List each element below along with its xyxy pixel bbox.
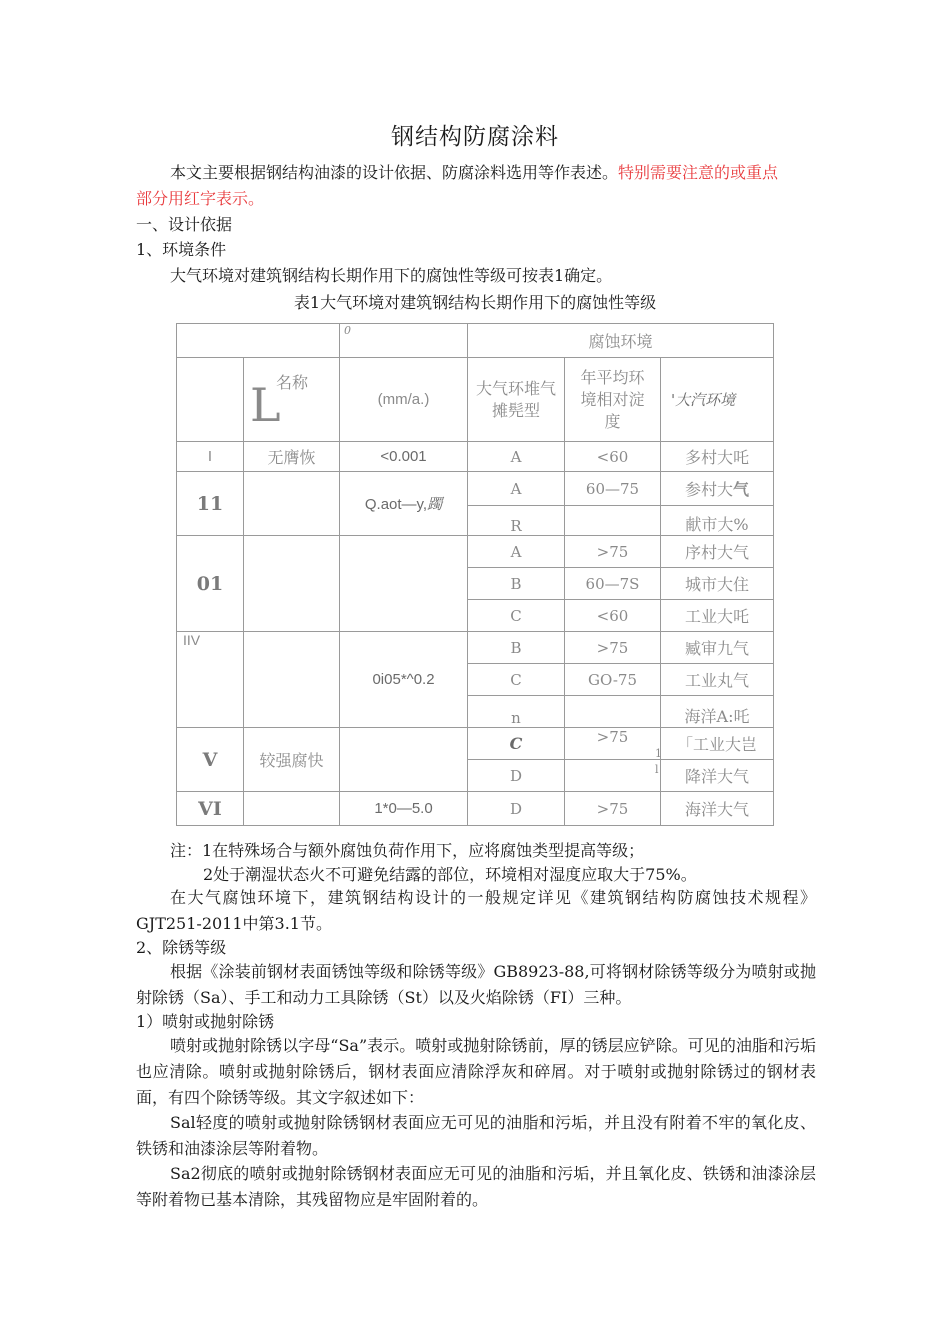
table-header-grade xyxy=(177,358,244,442)
type-cell: B xyxy=(468,632,565,664)
table-stray-mark: 1 xyxy=(655,747,662,760)
page-title: 钢结构防腐涂料 xyxy=(391,124,559,150)
rate-cell xyxy=(340,728,468,792)
table-header-atm-env: '大汽环境 xyxy=(661,358,774,442)
name-cell xyxy=(244,792,340,826)
env-cell xyxy=(661,472,774,506)
paragraph-rust-grade: 根据《涂装前钢材表面锈蚀等级和除锈等级》GB8923-88,可将钢材除锈等级分为喷射或抛射除锈（Sa）、手工和动力工具除锈（St）以及火焰除锈（FI）三种。 xyxy=(136,962,816,1007)
table-header-l-mark: L xyxy=(250,378,281,432)
type-cell: B xyxy=(468,568,565,600)
humidity-cell: <60 xyxy=(565,600,661,632)
grade-cell: VI xyxy=(177,792,244,826)
table-header-name-label: 名称 xyxy=(276,373,309,392)
rate-cell: <0.001 xyxy=(340,442,468,472)
type-cell: C xyxy=(468,728,565,760)
paragraph-sa2: Sa2彻底的喷射或抛射除锈钢材表面应无可见的油脂和污垢，并且氧化皮、铁锈和油漆涂层等附着物已基本清除，其残留物应是牢固附着的。 xyxy=(136,1164,816,1209)
env-cell: 献市大% xyxy=(661,506,774,536)
humidity-cell: <60 xyxy=(565,442,661,472)
env-cell: 降洋大气 xyxy=(661,760,774,792)
table-header-atm-type: 大气环堆气摊髡型 xyxy=(468,358,565,442)
name-cell xyxy=(244,632,340,728)
env-text: 参村大 xyxy=(684,480,733,499)
section-heading-design: 一、设计依据 xyxy=(136,215,233,234)
humidity-cell: >75 xyxy=(565,728,661,760)
humidity-cell xyxy=(565,696,661,728)
table-caption: 表1大气环境对建筑钢结构长期作用下的腐蚀性等级 xyxy=(293,293,657,312)
type-cell: D xyxy=(468,760,565,792)
humidity-cell: >75 xyxy=(565,792,661,826)
type-cell: n xyxy=(468,696,565,728)
table-header-environment: 腐蚀环境 xyxy=(468,324,774,358)
grade-cell: I xyxy=(177,442,244,472)
environment-text: 大气环境对建筑钢结构长期作用下的腐蚀性等级可按表1确定。 xyxy=(170,266,613,285)
table-header-name xyxy=(244,358,340,442)
env-cell: 工业丸气 xyxy=(661,664,774,696)
humidity-cell: 60—75 xyxy=(565,472,661,506)
paragraph-blast: 喷射或抛射除锈以字母“Sa”表示。喷射或抛射除锈前，厚的锈层应铲除。可见的油脂和污垢也应清除。喷射或抛射除锈后，钢材表面应清除浮灰和碎屑。对于喷射或抛射除锈过的钢材表面，有四个除锈等级。其文字叙述如下： xyxy=(136,1036,816,1107)
rate-cell xyxy=(340,472,468,536)
humidity-cell: 60—7S xyxy=(565,568,661,600)
env-cell: 工业大吒 xyxy=(661,600,774,632)
intro-line-1 xyxy=(170,162,778,184)
rate-cell xyxy=(340,536,468,632)
env-cell: 臧审九气 xyxy=(661,632,774,664)
paragraph-sa1: Sal轻度的喷射或抛射除锈钢材表面应无可见的油脂和污垢，并且没有附着不牢的氧化皮、铁锈和油漆涂层等附着物。 xyxy=(136,1113,816,1158)
table-stray-mark-2: l xyxy=(655,763,659,776)
subheading-blast: 1）喷射或抛射除锈 xyxy=(136,1012,275,1031)
table-header-humidity: 年平均环境相对淀度 xyxy=(565,358,661,442)
env-cell: 海洋A:吒 xyxy=(661,696,774,728)
paragraph-rule: 在大气腐蚀环境下，建筑钢结构设计的一般规定详见《建筑钢结构防腐蚀技术规程》GJT251-2011中第3.1节。 xyxy=(136,888,816,933)
table-header-blank xyxy=(177,324,340,358)
rate-cell: 0i05*^0.2 xyxy=(340,632,468,728)
type-cell: C xyxy=(468,664,565,696)
name-cell: 无膺恢 xyxy=(244,442,340,472)
name-cell xyxy=(244,472,340,536)
intro-line-2: 部分用红字表示。 xyxy=(136,189,265,208)
grade-cell: 11 xyxy=(177,472,244,536)
intro-text: 本文主要根据钢结构油漆的设计依据、防腐涂料选用等作表述。 xyxy=(170,163,619,182)
name-cell xyxy=(244,536,340,632)
humidity-cell: >75 xyxy=(565,536,661,568)
name-cell: 较强腐快 xyxy=(244,728,340,792)
env-cell: 序村大气 xyxy=(661,536,774,568)
section-heading-rust-grade: 2、除锈等级 xyxy=(136,938,227,957)
env-text-bold: 气 xyxy=(733,480,750,499)
humidity-cell: >75 xyxy=(565,632,661,664)
rate-text-italic: 躅 xyxy=(427,496,443,513)
rate-cell: 1*0—5.0 xyxy=(340,792,468,826)
note-2: 2处于潮湿状态火不可避免结露的部位，环境相对湿度应取大于75%。 xyxy=(203,865,697,884)
section-heading-environment: 1、环境条件 xyxy=(136,240,227,259)
grade-cell: V xyxy=(177,728,244,792)
humidity-cell xyxy=(565,506,661,536)
type-cell: D xyxy=(468,792,565,826)
table-header-mark: 0 xyxy=(340,324,468,358)
type-cell: A xyxy=(468,472,565,506)
type-cell: R xyxy=(468,506,565,536)
grade-cell: IIV xyxy=(177,632,244,728)
humidity-cell xyxy=(565,760,661,792)
env-cell: 「工业大岂 xyxy=(661,728,774,760)
humidity-cell: GO-75 xyxy=(565,664,661,696)
env-cell: 海洋大气 xyxy=(661,792,774,826)
type-cell: A xyxy=(468,536,565,568)
type-cell: C xyxy=(468,600,565,632)
type-cell: A xyxy=(468,442,565,472)
grade-cell: 01 xyxy=(177,536,244,632)
note-1: 注：1在特殊场合与额外腐蚀负荷作用下，应将腐蚀类型提高等级； xyxy=(170,841,645,860)
corrosion-table xyxy=(176,323,774,826)
env-cell: 多村大吒 xyxy=(661,442,774,472)
env-cell: 城市大住 xyxy=(661,568,774,600)
intro-highlight: 特别需要注意的或重点 xyxy=(618,163,779,182)
rate-text: Q.aot—y, xyxy=(364,496,428,513)
table-header-rate: (mm/a.) xyxy=(340,358,468,442)
